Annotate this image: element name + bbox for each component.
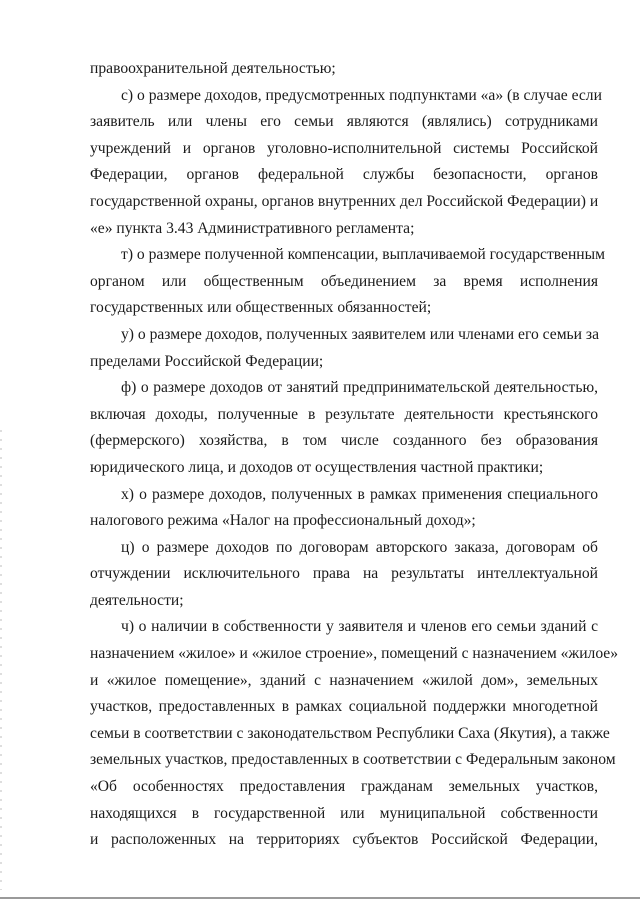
text-line: и «жилое помещение», зданий с назначением «жилой дом», земельных [90,671,598,689]
text-line: налогового режима «Налог на профессиональный доход»; [90,512,476,530]
text-line: участков, предоставленных в рамках социальной поддержки многодетной [90,698,598,716]
document-body [90,56,619,854]
text-line: х) о размере доходов, полученных в рамках применения специального [121,485,598,503]
text-line: Федерации, органов федеральной службы безопасности, органов [90,166,598,184]
text-line: государственных или общественных обязанностей; [90,299,432,317]
text-line: «е» пункта 3.43 Административного регламента; [90,219,415,237]
text-line: учреждений и органов уголовно-исполнительной системы Российской [90,139,598,157]
text-line: ц) о размере доходов по договорам авторского заказа, договорам об [121,538,598,556]
scan-edge-marks [0,430,2,890]
text-line: семьи в соответствии с законодательством Республики Саха (Якутия), а также [90,724,610,742]
text-line: (фермерского) хозяйства, в том числе созданного без образования [90,432,598,450]
page-bottom-border [0,897,640,899]
text-line: пределами Российской Федерации; [90,352,324,370]
text-line: с) о размере доходов, предусмотренных подпунктами «а» (в случае если [121,86,602,104]
text-line: юридического лица, и доходов от осуществления частной практики; [90,458,544,476]
text-line: заявитель или члены его семьи являются (являлись) сотрудниками [90,113,598,131]
text-line: ч) о наличии в собственности у заявителя и членов его семьи зданий с [121,618,598,636]
text-line: «Об особенностях предоставления гражданам земельных участков, [90,778,598,796]
text-line: органом или общественным объединением за время исполнения [90,272,598,290]
text-line: т) о размере полученной компенсации, выплачиваемой государственным [121,246,605,264]
text-line: земельных участков, предоставленных в соответствии с Федеральным законом [90,751,616,769]
text-line: находящихся в государственной или муниципальной собственности [90,804,598,822]
text-line: деятельности; [90,591,184,609]
text-line: государственной охраны, органов внутренних дел Российской Федерации) и [90,192,599,210]
text-line: правоохранительной деятельностью; [90,60,336,77]
text-line: отчуждении исключительного права на результаты интеллектуальной [90,565,598,583]
text-line: назначением «жилое» и «жилое строение», помещений с назначением «жилое» [90,645,619,663]
text-line: у) о размере доходов, полученных заявителем или членами его семьи за [121,325,599,343]
text-line: включая доходы, полученные в результате деятельности крестьянского [90,405,598,423]
text-line: и расположенных на территориях субъектов Российской Федерации, [90,831,598,849]
text-line: ф) о размере доходов от занятий предпринимательской деятельностью, [121,379,598,397]
